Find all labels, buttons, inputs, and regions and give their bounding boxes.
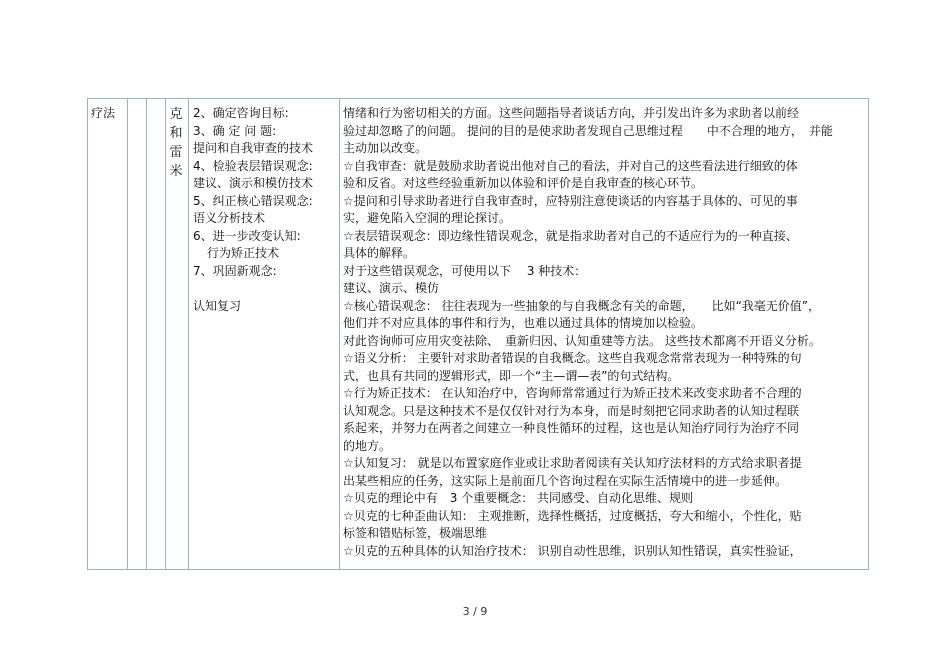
- description-line: 出某些相应的任务，这实际上是前面几个咨询过程在实际生活情境中的进一步延伸。: [343, 473, 788, 488]
- description-line: 的地方。: [343, 438, 392, 453]
- description-cell: [340, 99, 869, 570]
- step-item: 行为矫正技术: [207, 246, 280, 260]
- empty-cell: [128, 99, 147, 570]
- author-char: 和: [169, 126, 183, 141]
- step-item: 6、进一步改变认知:: [193, 228, 301, 243]
- empty-cell: [147, 99, 166, 570]
- description-line: ☆自我审查：就是鼓励求助者说出他对自己的看法，并对自己的这些看法进行细致的体: [343, 158, 798, 173]
- description-line: ☆语义分析： 主要针对求助者错误的自我概念。这些自我观念常常表现为一种特殊的句: [343, 351, 802, 365]
- description-line: ☆核心错误观念： 往往表现为一些抽象的与自我概念有关的命题， 比如“我毫无价值”，: [343, 298, 821, 313]
- description-line: ☆贝克的七种歪曲认知： 主观推断，选择性概括，过度概括，夸大和缩小，个性化，贴: [343, 508, 802, 523]
- description-line: 具体的解释。: [343, 246, 416, 260]
- description-list: [343, 105, 862, 560]
- description-line: 验过却忽略了的问题。 提问的目的是使求助者发现自己思维过程 中不合理的地方， 并能: [343, 123, 833, 138]
- description-line: 验和反省。对这些经验重新加以体验和评价是自我审查的核心环节。: [343, 176, 704, 190]
- description-line: 式，也具有共同的逻辑形式，即一个“主—谓—表”的句式结构。: [343, 368, 680, 383]
- description-line: 对此咨询师可应用灾变祛除、 重新归因、认知重建等方法。 这些技术都离不开语义分析。: [343, 333, 821, 348]
- description-line: 情绪和行为密切相关的方面。这些问题指导者谈话方向，并引发出许多为求助者以前经: [343, 106, 800, 120]
- description-line: ☆行为矫正技术： 在认知治疗中，咨询师常常通过行为矫正技术来改变求助者不合理的: [343, 386, 802, 400]
- step-item: 5、纠正核心错误观念:: [193, 193, 313, 208]
- category-label: 疗法: [91, 106, 116, 120]
- page-number: 3 / 9: [462, 605, 488, 618]
- description-line: 实，避免陷入空洞的理论探讨。: [343, 211, 512, 225]
- description-line: 主动加以改变。: [343, 141, 428, 155]
- description-line: ☆认知复习： 就是以布置家庭作业或让求助者阅读有关认知疗法材料的方式给求职者提: [343, 456, 802, 470]
- description-line: 建议、演示、模仿: [343, 281, 440, 295]
- step-item: 7、巩固新观念:: [193, 263, 277, 278]
- description-line: ☆表层错误观念：即边缘性错误观念，就是指求助者对自己的不适应行为的一种直接、: [343, 228, 798, 243]
- content-table: [87, 98, 869, 570]
- description-line: ☆贝克的理论中有 3 个重要概念： 共同感受、自动化思维、规则: [343, 491, 694, 505]
- step-item: 语义分析技术: [193, 211, 266, 225]
- description-line: 他们并不对应具体的事件和行为，也难以通过具体的情境加以检验。: [343, 316, 704, 330]
- description-line: 标签和错贴标签，极端思维: [343, 526, 488, 540]
- step-item: 2、确定咨询目标:: [193, 106, 289, 120]
- category-cell: [88, 99, 128, 570]
- author-char: 米: [169, 164, 183, 179]
- table-row: [88, 99, 869, 570]
- author-char: 雷: [169, 145, 183, 160]
- description-line: 认知观念。只是这种技术不是仅仅针对行为本身，而是时刻把它同求助者的认知过程联: [343, 403, 800, 418]
- steps-list: [193, 105, 339, 316]
- step-item: 认知复习: [193, 299, 242, 313]
- steps-cell: [189, 99, 340, 570]
- author-char: 克: [169, 107, 183, 122]
- description-line: 系起来，并努力在两者之间建立一种良性循环的过程，这也是认知治疗同行为治疗不同: [343, 421, 800, 435]
- author-cell: [166, 99, 189, 570]
- step-item: 4、检验表层错误观念:: [193, 158, 313, 173]
- description-line: ☆贝克的五种具体的认知治疗技术： 识别自动性思维，识别认知性错误，真实性验证，: [343, 543, 802, 558]
- step-item: 提问和自我审查的技术: [193, 141, 314, 155]
- step-item: 3、确 定 问 题:: [193, 123, 277, 138]
- description-line: ☆提问和引导求助者进行自我审查时，应特别注意使谈话的内容基于具体的、可见的事: [343, 193, 798, 208]
- description-line: 对于这些错误观念，可使用以下 3 种技术：: [343, 263, 587, 278]
- step-item: 建议、演示和模仿技术: [193, 176, 314, 190]
